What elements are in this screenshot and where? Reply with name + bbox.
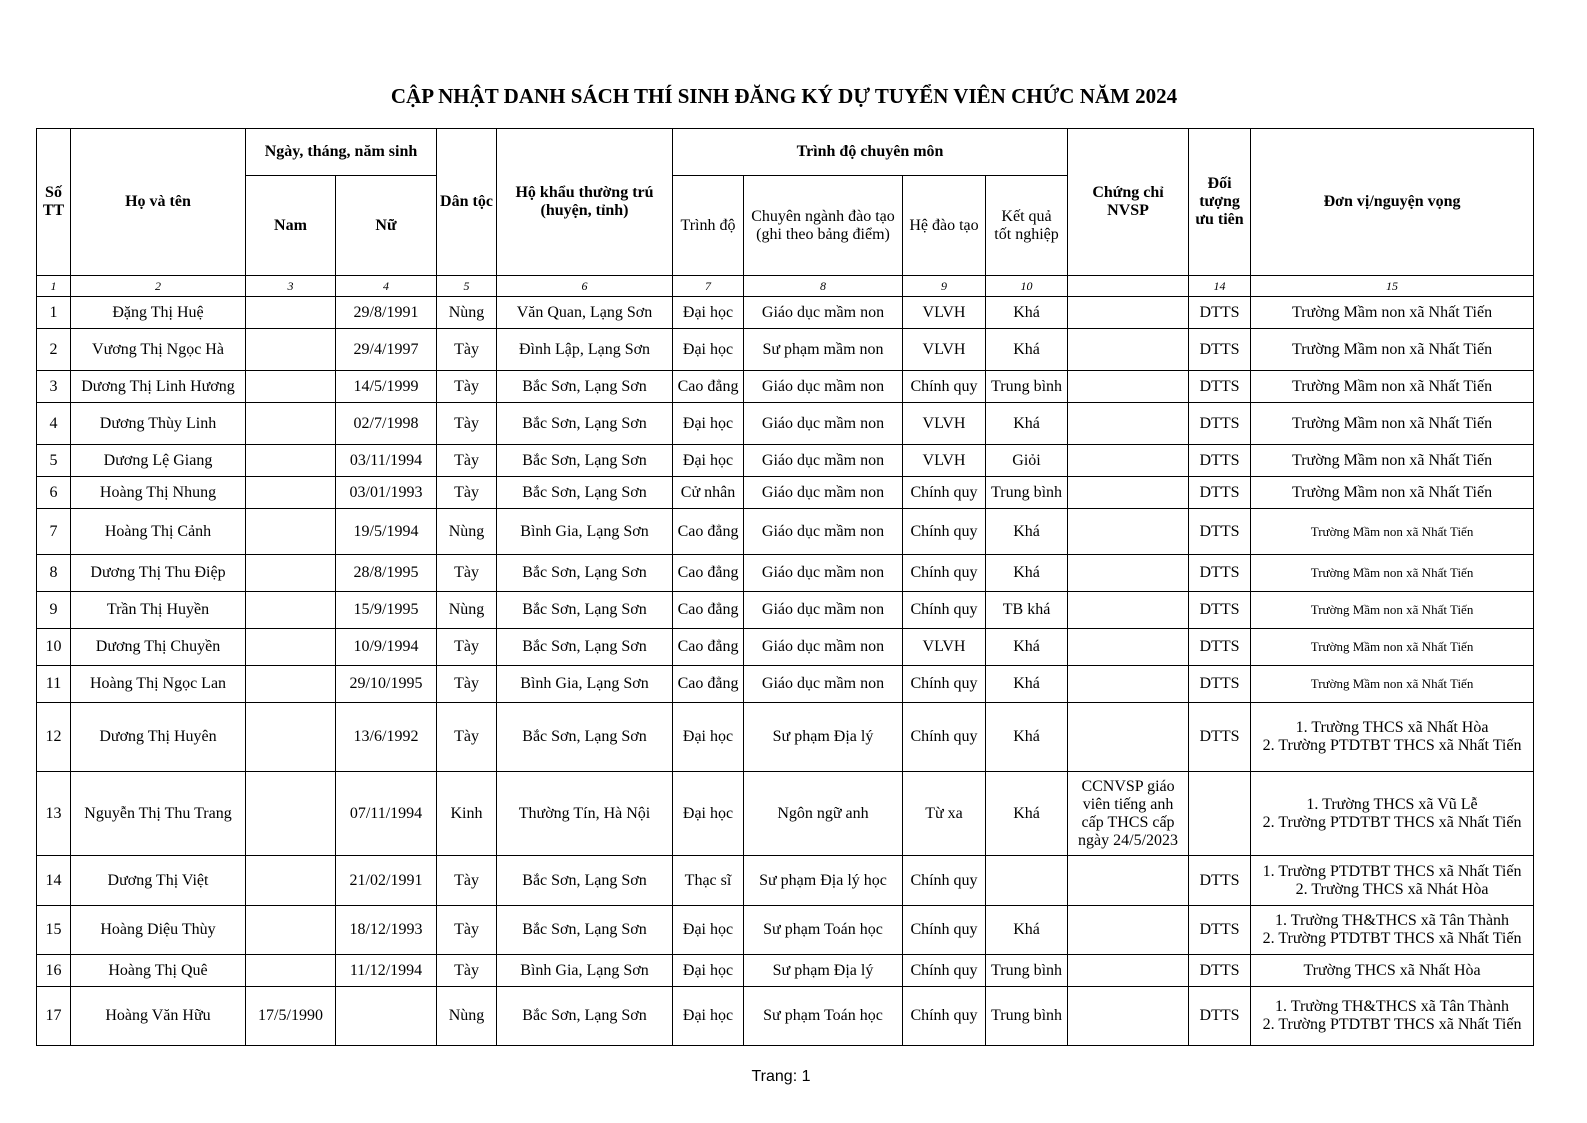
unit-preference <box>1251 856 1534 906</box>
nvsp-line: cấp THCS cấp <box>1081 813 1175 831</box>
graduation-grade: TB khá <box>986 592 1068 629</box>
training-mode: Từ xa <box>903 772 986 856</box>
major: Giáo dục mầm non <box>744 445 903 477</box>
nvsp-line: ngày 24/5/2023 <box>1078 831 1179 849</box>
training-mode: VLVH <box>903 329 986 371</box>
education-level: Đại học <box>673 906 744 955</box>
ethnicity: Tày <box>437 856 497 906</box>
candidate-name: Đặng Thị Huệ <box>71 297 246 329</box>
major: Giáo dục mầm non <box>744 403 903 445</box>
table-row <box>37 297 1534 329</box>
education-level: Cao đẳng <box>673 592 744 629</box>
row-number: 3 <box>37 371 71 403</box>
priority-group: DTTS <box>1189 592 1251 629</box>
nvsp-line: viên tiếng anh <box>1082 795 1174 813</box>
graduation-grade: Trung bình <box>986 955 1068 987</box>
graduation-grade: Trung bình <box>986 371 1068 403</box>
unit-preference <box>1251 555 1534 592</box>
residence: Văn Quan, Lạng Sơn <box>497 297 673 329</box>
birth-date-male <box>246 666 336 703</box>
birth-date-female: 13/6/1992 <box>336 703 437 772</box>
candidate-name: Dương Thị Huyên <box>71 703 246 772</box>
column-number: 9 <box>903 276 986 297</box>
nvsp-certificate <box>1068 555 1189 592</box>
unit-preference <box>1251 329 1534 371</box>
birth-date-male <box>246 955 336 987</box>
residence: Thường Tín, Hà Nội <box>497 772 673 856</box>
graduation-grade <box>986 856 1068 906</box>
row-number: 12 <box>37 703 71 772</box>
ethnicity: Tày <box>437 555 497 592</box>
graduation-grade: Trung bình <box>986 987 1068 1046</box>
candidate-name: Dương Thị Chuyền <box>71 629 246 666</box>
row-number: 15 <box>37 906 71 955</box>
education-level: Cử nhân <box>673 477 744 509</box>
training-mode: Chính quy <box>903 703 986 772</box>
candidate-name: Vương Thị Ngọc Hà <box>71 329 246 371</box>
unit-line: 1. Trường THCS xã Nhất Hòa <box>1295 719 1489 736</box>
birth-date-male <box>246 329 336 371</box>
ethnicity: Tày <box>437 703 497 772</box>
graduation-grade: Trung bình <box>986 477 1068 509</box>
birth-date-female: 29/10/1995 <box>336 666 437 703</box>
candidate-name: Trần Thị Huyền <box>71 592 246 629</box>
major: Giáo dục mầm non <box>744 297 903 329</box>
nvsp-certificate <box>1068 403 1189 445</box>
residence: Bình Gia, Lạng Sơn <box>497 955 673 987</box>
birth-date-male <box>246 509 336 555</box>
residence: Bắc Sơn, Lạng Sơn <box>497 906 673 955</box>
candidate-name: Nguyễn Thị Thu Trang <box>71 772 246 856</box>
row-number: 16 <box>37 955 71 987</box>
residence: Bắc Sơn, Lạng Sơn <box>497 371 673 403</box>
training-mode: Chính quy <box>903 666 986 703</box>
priority-group: DTTS <box>1189 703 1251 772</box>
priority-group: DTTS <box>1189 856 1251 906</box>
candidate-table <box>36 128 1534 1046</box>
birth-date-male <box>246 555 336 592</box>
birth-date-female: 03/01/1993 <box>336 477 437 509</box>
unit-line: Trường Mầm non xã Nhất Tiến <box>1310 565 1474 580</box>
priority-group: DTTS <box>1189 477 1251 509</box>
priority-group: DTTS <box>1189 509 1251 555</box>
header-unit: Đơn vị/nguyện vọng <box>1251 129 1534 276</box>
candidate-name: Hoàng Thị Ngọc Lan <box>71 666 246 703</box>
training-mode: Chính quy <box>903 477 986 509</box>
unit-line: Trường Mầm non xã Nhất Tiến <box>1291 340 1493 358</box>
graduation-grade: Khá <box>986 329 1068 371</box>
training-mode: Chính quy <box>903 371 986 403</box>
nvsp-certificate <box>1068 666 1189 703</box>
residence: Bắc Sơn, Lạng Sơn <box>497 477 673 509</box>
ethnicity: Tày <box>437 666 497 703</box>
major: Sư phạm Địa lý <box>744 703 903 772</box>
candidate-name: Hoàng Văn Hữu <box>71 987 246 1046</box>
major: Giáo dục mầm non <box>744 555 903 592</box>
header-mode: Hệ đào tạo <box>903 176 986 276</box>
priority-group: DTTS <box>1189 329 1251 371</box>
training-mode: VLVH <box>903 629 986 666</box>
training-mode: Chính quy <box>903 509 986 555</box>
birth-date-female: 02/7/1998 <box>336 403 437 445</box>
training-mode: VLVH <box>903 297 986 329</box>
table-row <box>37 403 1534 445</box>
graduation-grade: Khá <box>986 703 1068 772</box>
graduation-grade: Khá <box>986 906 1068 955</box>
table-row <box>37 592 1534 629</box>
table-row <box>37 555 1534 592</box>
major: Sư phạm Toán học <box>744 906 903 955</box>
birth-date-male <box>246 772 336 856</box>
unit-line: Trường Mầm non xã Nhất Tiến <box>1291 451 1493 469</box>
graduation-grade: Giỏi <box>986 445 1068 477</box>
education-level: Thạc sĩ <box>673 856 744 906</box>
row-number: 2 <box>37 329 71 371</box>
education-level: Cao đẳng <box>673 555 744 592</box>
nvsp-certificate <box>1068 445 1189 477</box>
graduation-grade: Khá <box>986 666 1068 703</box>
table-body <box>37 297 1534 1046</box>
birth-date-female: 19/5/1994 <box>336 509 437 555</box>
birth-date-male <box>246 403 336 445</box>
birth-date-female: 07/11/1994 <box>336 772 437 856</box>
unit-preference <box>1251 509 1534 555</box>
priority-group: DTTS <box>1189 666 1251 703</box>
table-row <box>37 629 1534 666</box>
residence: Bình Gia, Lạng Sơn <box>497 666 673 703</box>
residence: Bắc Sơn, Lạng Sơn <box>497 445 673 477</box>
table-row <box>37 987 1534 1046</box>
training-mode: Chính quy <box>903 987 986 1046</box>
birth-date-female: 18/12/1993 <box>336 906 437 955</box>
header-major: Chuyên ngành đào tạo (ghi theo bảng điểm) <box>744 176 903 276</box>
column-number <box>1068 276 1189 297</box>
nvsp-certificate <box>1068 297 1189 329</box>
page-number: Trang: 1 <box>751 1068 811 1085</box>
major: Sư phạm Toán học <box>744 987 903 1046</box>
priority-group: DTTS <box>1189 555 1251 592</box>
column-number: 15 <box>1251 276 1534 297</box>
unit-line: Trường Mầm non xã Nhất Tiến <box>1310 602 1474 617</box>
ethnicity: Tày <box>437 906 497 955</box>
unit-preference <box>1251 371 1534 403</box>
column-number: 4 <box>336 276 437 297</box>
nvsp-certificate <box>1068 592 1189 629</box>
nvsp-certificate <box>1068 906 1189 955</box>
education-level: Cao đẳng <box>673 629 744 666</box>
major: Giáo dục mầm non <box>744 371 903 403</box>
table-row <box>37 703 1534 772</box>
priority-group: DTTS <box>1189 629 1251 666</box>
table-row <box>37 906 1534 955</box>
priority-group: DTTS <box>1189 987 1251 1046</box>
table-row <box>37 477 1534 509</box>
training-mode: Chính quy <box>903 906 986 955</box>
header-ethnicity: Dân tộc <box>437 129 497 276</box>
unit-preference <box>1251 445 1534 477</box>
residence: Bắc Sơn, Lạng Sơn <box>497 703 673 772</box>
birth-date-female: 29/4/1997 <box>336 329 437 371</box>
major: Giáo dục mầm non <box>744 509 903 555</box>
birth-date-female: 10/9/1994 <box>336 629 437 666</box>
ethnicity: Tày <box>437 629 497 666</box>
row-number: 10 <box>37 629 71 666</box>
header-female: Nữ <box>336 176 437 276</box>
nvsp-line: CCNVSP giáo <box>1081 777 1175 795</box>
ethnicity: Kinh <box>437 772 497 856</box>
unit-line: Trường Mầm non xã Nhất Tiến <box>1291 483 1493 501</box>
unit-line: Trường THCS xã Nhất Hòa <box>1303 961 1481 979</box>
nvsp-certificate <box>1068 987 1189 1046</box>
column-number: 10 <box>986 276 1068 297</box>
unit-line: 2. Trường PTDTBT THCS xã Nhất Tiến <box>1262 1016 1522 1033</box>
unit-line: Trường Mầm non xã Nhất Tiến <box>1310 639 1474 654</box>
ethnicity: Tày <box>437 445 497 477</box>
table-row <box>37 772 1534 856</box>
birth-date-female: 21/02/1991 <box>336 856 437 906</box>
birth-date-male <box>246 477 336 509</box>
header-grade: Kết quả tốt nghiệp <box>986 176 1068 276</box>
table-row <box>37 329 1534 371</box>
unit-preference <box>1251 955 1534 987</box>
candidate-name: Dương Thị Việt <box>71 856 246 906</box>
header-level: Trình độ <box>673 176 744 276</box>
graduation-grade: Khá <box>986 555 1068 592</box>
document-title: CẬP NHẬT DANH SÁCH THÍ SINH ĐĂNG KÝ DỰ TUYỂN VIÊN CHỨC NĂM 2024 <box>390 84 1178 108</box>
candidate-name: Dương Thị Thu Điệp <box>71 555 246 592</box>
education-level: Đại học <box>673 772 744 856</box>
table-row <box>37 371 1534 403</box>
column-number: 3 <box>246 276 336 297</box>
column-number: 7 <box>673 276 744 297</box>
education-level: Cao đẳng <box>673 509 744 555</box>
training-mode: VLVH <box>903 445 986 477</box>
unit-preference <box>1251 772 1534 856</box>
training-mode: Chính quy <box>903 555 986 592</box>
unit-line: 1. Trường TH&THCS xã Tân Thành <box>1275 998 1510 1015</box>
education-level: Đại học <box>673 403 744 445</box>
unit-line: 1. Trường PTDTBT THCS xã Nhất Tiến <box>1262 862 1522 880</box>
nvsp-certificate <box>1068 955 1189 987</box>
unit-line: Trường Mầm non xã Nhất Tiến <box>1310 523 1474 539</box>
table-row <box>37 509 1534 555</box>
row-number: 11 <box>37 666 71 703</box>
unit-line: 2. Trường PTDTBT THCS xã Nhất Tiến <box>1262 737 1522 754</box>
unit-preference <box>1251 987 1534 1046</box>
education-level: Đại học <box>673 297 744 329</box>
unit-preference <box>1251 592 1534 629</box>
ethnicity: Tày <box>437 371 497 403</box>
candidate-name: Hoàng Diệu Thùy <box>71 906 246 955</box>
nvsp-certificate <box>1068 329 1189 371</box>
column-number: 8 <box>744 276 903 297</box>
column-number: 2 <box>71 276 246 297</box>
row-number: 6 <box>37 477 71 509</box>
education-level: Đại học <box>673 445 744 477</box>
birth-date-female: 03/11/1994 <box>336 445 437 477</box>
birth-date-male: 17/5/1990 <box>246 987 336 1046</box>
table-row <box>37 856 1534 906</box>
birth-date-male <box>246 906 336 955</box>
nvsp-certificate <box>1068 371 1189 403</box>
priority-group: DTTS <box>1189 403 1251 445</box>
column-number: 14 <box>1189 276 1251 297</box>
graduation-grade: Khá <box>986 297 1068 329</box>
graduation-grade: Khá <box>986 629 1068 666</box>
header-name: Họ và tên <box>71 129 246 276</box>
priority-group: DTTS <box>1189 371 1251 403</box>
candidate-name: Hoàng Thị Nhung <box>71 477 246 509</box>
birth-date-male <box>246 297 336 329</box>
candidate-name: Dương Thị Linh Hương <box>71 371 246 403</box>
education-level: Đại học <box>673 703 744 772</box>
unit-line: 2. Trường PTDTBT THCS xã Nhất Tiến <box>1262 930 1522 947</box>
unit-preference <box>1251 403 1534 445</box>
column-number: 1 <box>37 276 71 297</box>
education-level: Đại học <box>673 987 744 1046</box>
row-number: 7 <box>37 509 71 555</box>
education-level: Cao đẳng <box>673 371 744 403</box>
header-priority: Đối tượng ưu tiên <box>1189 129 1251 276</box>
nvsp-certificate <box>1068 509 1189 555</box>
candidate-name: Hoàng Thị Quê <box>71 955 246 987</box>
birth-date-male <box>246 703 336 772</box>
training-mode: VLVH <box>903 403 986 445</box>
ethnicity: Tày <box>437 955 497 987</box>
residence: Bắc Sơn, Lạng Sơn <box>497 592 673 629</box>
major: Ngôn ngữ anh <box>744 772 903 856</box>
nvsp-certificate <box>1068 856 1189 906</box>
ethnicity: Nùng <box>437 509 497 555</box>
major: Sư phạm Địa lý <box>744 955 903 987</box>
row-number: 9 <box>37 592 71 629</box>
residence: Bắc Sơn, Lạng Sơn <box>497 555 673 592</box>
birth-date-female: 15/9/1995 <box>336 592 437 629</box>
birth-date-male <box>246 629 336 666</box>
priority-group: DTTS <box>1189 445 1251 477</box>
birth-date-male <box>246 445 336 477</box>
header-male: Nam <box>246 176 336 276</box>
graduation-grade: Khá <box>986 403 1068 445</box>
table-row <box>37 445 1534 477</box>
unit-preference <box>1251 703 1534 772</box>
unit-line: Trường Mầm non xã Nhất Tiến <box>1291 414 1493 432</box>
nvsp-certificate <box>1068 703 1189 772</box>
column-number: 6 <box>497 276 673 297</box>
major: Giáo dục mầm non <box>744 592 903 629</box>
ethnicity: Nùng <box>437 987 497 1046</box>
ethnicity: Nùng <box>437 592 497 629</box>
major: Giáo dục mầm non <box>744 666 903 703</box>
residence: Bắc Sơn, Lạng Sơn <box>497 856 673 906</box>
birth-date-male <box>246 371 336 403</box>
unit-preference <box>1251 297 1534 329</box>
candidate-name: Dương Thùy Linh <box>71 403 246 445</box>
row-number: 8 <box>37 555 71 592</box>
ethnicity: Tày <box>437 329 497 371</box>
major: Giáo dục mầm non <box>744 629 903 666</box>
birth-date-female: 14/5/1999 <box>336 371 437 403</box>
education-level: Cao đẳng <box>673 666 744 703</box>
unit-line: 2. Trường PTDTBT THCS xã Nhất Tiến <box>1262 813 1522 831</box>
priority-group: DTTS <box>1189 955 1251 987</box>
unit-line: Trường Mầm non xã Nhất Tiến <box>1291 377 1493 395</box>
row-number: 5 <box>37 445 71 477</box>
column-number-row <box>37 276 1534 297</box>
header-dob-group: Ngày, tháng, năm sinh <box>246 129 437 176</box>
training-mode: Chính quy <box>903 592 986 629</box>
birth-date-female <box>336 987 437 1046</box>
residence: Bình Gia, Lạng Sơn <box>497 509 673 555</box>
birth-date-female: 11/12/1994 <box>336 955 437 987</box>
column-number: 5 <box>437 276 497 297</box>
education-level: Đại học <box>673 955 744 987</box>
unit-line: Trường Mầm non xã Nhất Tiến <box>1310 676 1474 691</box>
row-number: 13 <box>37 772 71 856</box>
unit-preference <box>1251 906 1534 955</box>
residence: Bắc Sơn, Lạng Sơn <box>497 629 673 666</box>
unit-line: Trường Mầm non xã Nhất Tiến <box>1291 303 1493 321</box>
birth-date-male <box>246 856 336 906</box>
training-mode: Chính quy <box>903 955 986 987</box>
nvsp-certificate <box>1068 629 1189 666</box>
nvsp-certificate <box>1068 477 1189 509</box>
header-nvsp: Chứng chỉ NVSP <box>1068 129 1189 276</box>
priority-group <box>1189 772 1251 856</box>
ethnicity: Nùng <box>437 297 497 329</box>
priority-group: DTTS <box>1189 297 1251 329</box>
table-row <box>37 666 1534 703</box>
unit-line: 1. Trường TH&THCS xã Tân Thành <box>1275 912 1510 929</box>
unit-preference <box>1251 666 1534 703</box>
residence: Bắc Sơn, Lạng Sơn <box>497 987 673 1046</box>
ethnicity: Tày <box>437 403 497 445</box>
header-stt: Số TT <box>37 129 71 276</box>
header-residence: Hộ khẩu thường trú (huyện, tỉnh) <box>497 129 673 276</box>
birth-date-male <box>246 592 336 629</box>
candidate-name: Dương Lệ Giang <box>71 445 246 477</box>
graduation-grade: Khá <box>986 509 1068 555</box>
graduation-grade: Khá <box>986 772 1068 856</box>
major: Sư phạm mầm non <box>744 329 903 371</box>
priority-group: DTTS <box>1189 906 1251 955</box>
birth-date-female: 28/8/1995 <box>336 555 437 592</box>
row-number: 14 <box>37 856 71 906</box>
unit-preference <box>1251 477 1534 509</box>
birth-date-female: 29/8/1991 <box>336 297 437 329</box>
table-row <box>37 955 1534 987</box>
row-number: 1 <box>37 297 71 329</box>
header-qualification-group: Trình độ chuyên môn <box>673 129 1068 176</box>
row-number: 17 <box>37 987 71 1046</box>
major: Sư phạm Địa lý học <box>744 856 903 906</box>
unit-line: 2. Trường THCS xã Nhát Hòa <box>1295 880 1489 898</box>
residence: Bắc Sơn, Lạng Sơn <box>497 403 673 445</box>
training-mode: Chính quy <box>903 856 986 906</box>
row-number: 4 <box>37 403 71 445</box>
ethnicity: Tày <box>437 477 497 509</box>
education-level: Đại học <box>673 329 744 371</box>
candidate-name: Hoàng Thị Cảnh <box>71 509 246 555</box>
nvsp-certificate <box>1068 772 1189 856</box>
unit-line: 1. Trường THCS xã Vũ Lễ <box>1306 795 1478 813</box>
unit-preference <box>1251 629 1534 666</box>
residence: Đình Lập, Lạng Sơn <box>497 329 673 371</box>
major: Giáo dục mầm non <box>744 477 903 509</box>
